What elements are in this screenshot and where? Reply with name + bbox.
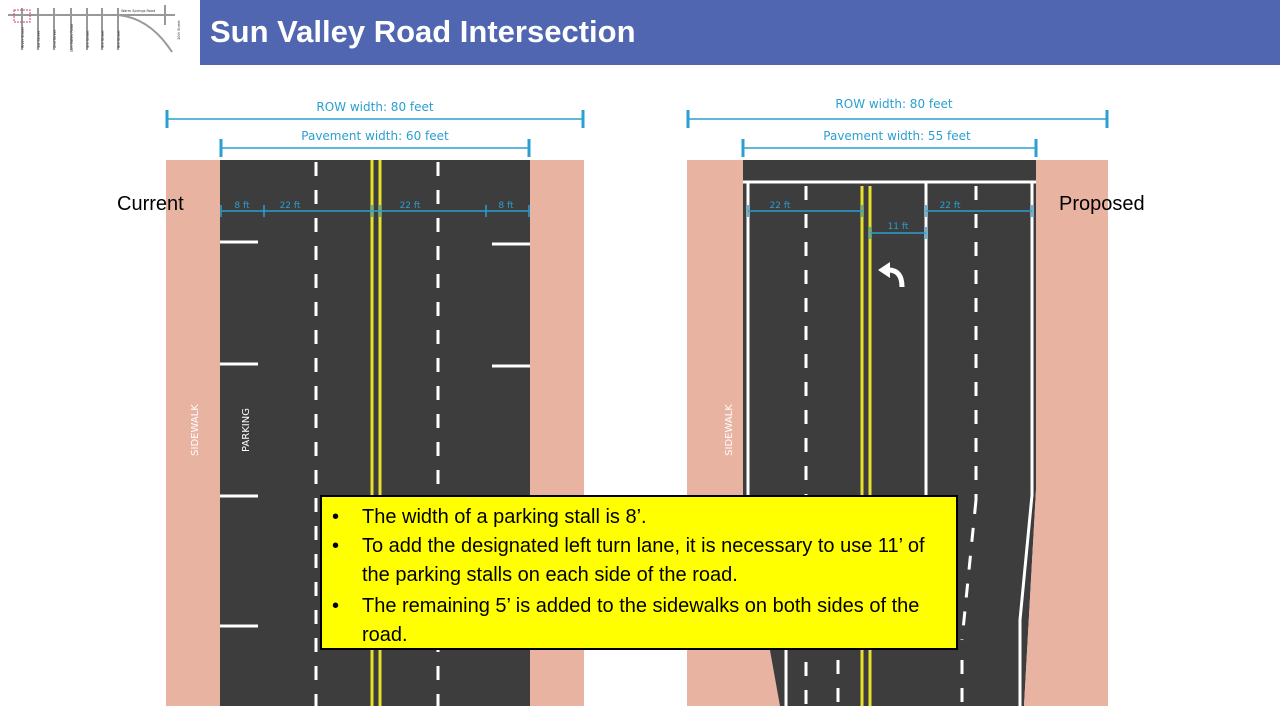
current-dim-label: 22 ft <box>399 201 421 211</box>
current-pavement-width-label: Pavement width: 60 feet <box>301 129 449 143</box>
note-item <box>332 592 940 650</box>
minimap-label: 6th Street <box>117 30 121 48</box>
proposed-row-width-label: ROW width: 80 feet <box>835 97 953 111</box>
note-item <box>332 503 940 532</box>
note-text: The width of a parking stall is 8’. <box>362 506 647 528</box>
note-text: To add the designated left turn lane, it is necessary to use 11’ of the parking stalls on each side of the road. <box>362 535 925 586</box>
note-text: The remaining 5’ is added to the sidewalks on both sides of the road. <box>362 595 920 646</box>
proposed-label: Proposed <box>1059 193 1145 215</box>
current-sidewalk-label: SIDEWALK <box>190 404 201 456</box>
minimap-label: 10th Street <box>177 20 181 40</box>
minimap-label: 1st Street <box>37 30 41 48</box>
proposed-dim-label: 22 ft <box>769 201 791 211</box>
notes-box <box>320 495 958 650</box>
parking-label: PARKING <box>241 408 252 452</box>
proposed-pavement-width-label: Pavement width: 55 feet <box>823 129 971 143</box>
bullet-icon: • <box>332 595 340 617</box>
bullet-icon: • <box>332 506 340 528</box>
proposed-sidewalk-label: SIDEWALK <box>724 404 735 456</box>
minimap-label: 5th Street <box>101 30 105 48</box>
proposed-sidewalk-right <box>1036 160 1108 706</box>
proposed-dim-label: 22 ft <box>939 201 961 211</box>
current-dim-label: 8 ft <box>498 201 514 211</box>
notes-list <box>322 497 956 650</box>
note-item <box>332 532 940 590</box>
current-row-width-label: ROW width: 80 feet <box>316 100 434 114</box>
proposed-dim-label: 11 ft <box>887 222 909 232</box>
current-label: Current <box>117 193 184 215</box>
bullet-icon: • <box>332 535 340 557</box>
minimap-label: River Street <box>21 27 25 48</box>
minimap-label: 4th Street <box>86 30 90 48</box>
minimap-label: Sun Valley Road <box>70 23 74 52</box>
minimap-label: Warm Springs Road <box>121 9 156 13</box>
current-dim-label: 8 ft <box>234 201 250 211</box>
current-dim-label: 22 ft <box>279 201 301 211</box>
minimap-label: 2nd Street <box>53 29 57 48</box>
page-title: Sun Valley Road Intersection <box>210 14 636 49</box>
